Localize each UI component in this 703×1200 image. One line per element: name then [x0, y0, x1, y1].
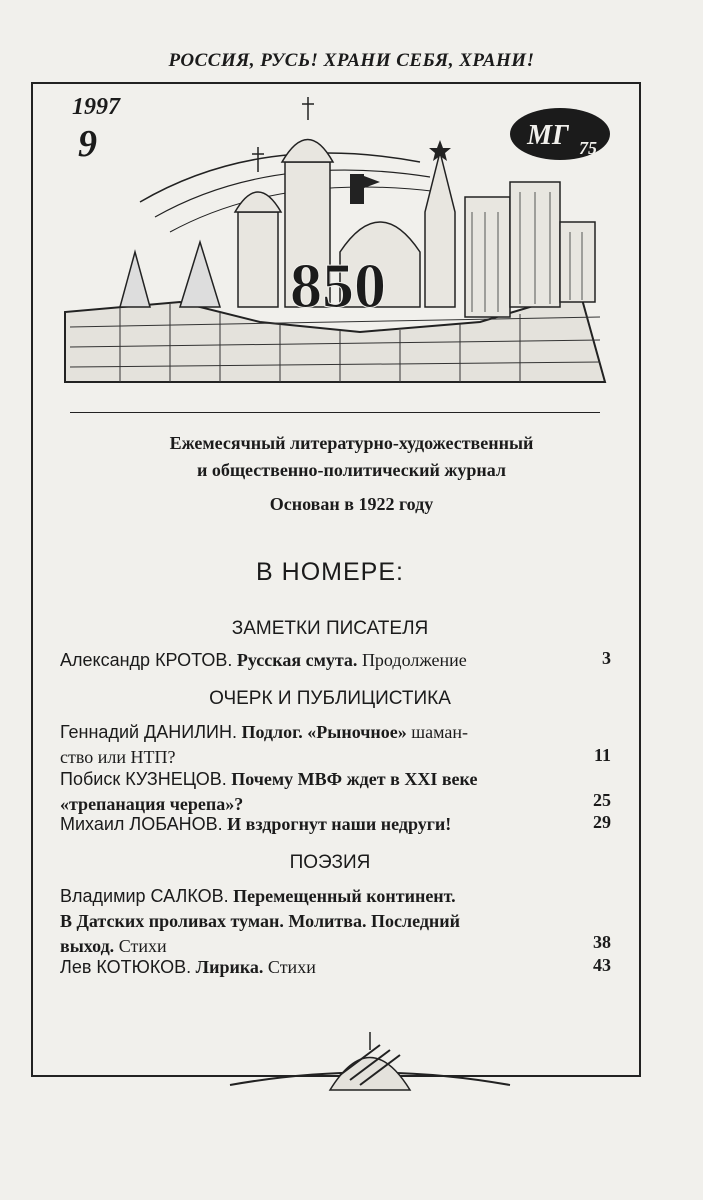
entry-page: 3: [602, 648, 611, 668]
entry-title: Лирика.: [195, 957, 264, 977]
founded-year: Основан в 1922 году: [269, 494, 434, 514]
description-line-2: и общественно-политический журнал: [196, 460, 507, 480]
logo-text: МГ: [527, 120, 569, 151]
toc-entry[interactable]: [60, 648, 615, 673]
entry-page: 25: [593, 790, 611, 810]
toc-entry[interactable]: [60, 720, 615, 770]
entry-title: Русская смута.: [236, 650, 358, 670]
section-title: ОЧЕРК И ПУБЛИЦИСТИКА: [209, 688, 451, 709]
entry-title-cont: В Датских проливах туман. Молитва. Последний: [60, 911, 461, 931]
entry-page: 43: [593, 955, 611, 975]
entry-title-cont2: выход.: [60, 936, 115, 956]
issue-number: 9: [78, 123, 97, 165]
contents-heading: В НОМЕРЕ:: [256, 558, 404, 586]
entry-page: 11: [593, 745, 611, 765]
entry-title: Почему МВФ ждет в XXI веке: [231, 769, 478, 789]
entry-author: Михаил ЛОБАНОВ.: [60, 814, 223, 834]
description-line-1: Ежемесячный литературно-художественный: [169, 433, 534, 453]
toc-entry[interactable]: [60, 955, 615, 980]
entry-title: Подлог. «Рыночное»: [241, 722, 407, 742]
entry-author: Геннадий ДАНИЛИН.: [60, 722, 237, 742]
entry-page: 29: [593, 812, 611, 832]
kremlin-illustration: [60, 92, 620, 402]
motto: РОССИЯ, РУСЬ! ХРАНИ СЕБЯ, ХРАНИ!: [168, 50, 535, 71]
entry-title-plain: Стихи: [267, 957, 316, 977]
logo-sub: 75: [579, 138, 597, 158]
divider: [70, 412, 600, 413]
entry-author: Побиск КУЗНЕЦОВ.: [60, 769, 227, 789]
entry-title-cont: ство или НТП?: [60, 747, 176, 767]
entry-title: И вздрогнут наши недруги!: [227, 814, 452, 834]
issue-year: 1997: [72, 94, 120, 120]
entry-title-plain: шаман-: [411, 722, 468, 742]
bottom-emblem: [220, 1030, 520, 1100]
toc-entry[interactable]: [60, 812, 615, 837]
entry-author: Владимир САЛКОВ.: [60, 886, 229, 906]
entry-title: Перемещенный континент.: [233, 886, 456, 906]
entry-author: Александр КРОТОВ.: [60, 650, 233, 670]
journal-description: [0, 430, 703, 484]
section-title: ЗАМЕТКИ ПИСАТЕЛЯ: [231, 618, 429, 639]
entry-page: 38: [593, 932, 611, 952]
anniversary-number: 850: [290, 250, 386, 321]
toc-entry[interactable]: [60, 767, 615, 817]
section-title: ПОЭЗИЯ: [289, 852, 371, 873]
entry-title-cont: «трепанация черепа»?: [60, 794, 244, 814]
entry-author: Лев КОТЮКОВ.: [60, 957, 192, 977]
toc-entry[interactable]: [60, 884, 615, 959]
entry-title-plain: Продолжение: [361, 650, 467, 670]
entry-title-plain: Стихи: [118, 936, 167, 956]
